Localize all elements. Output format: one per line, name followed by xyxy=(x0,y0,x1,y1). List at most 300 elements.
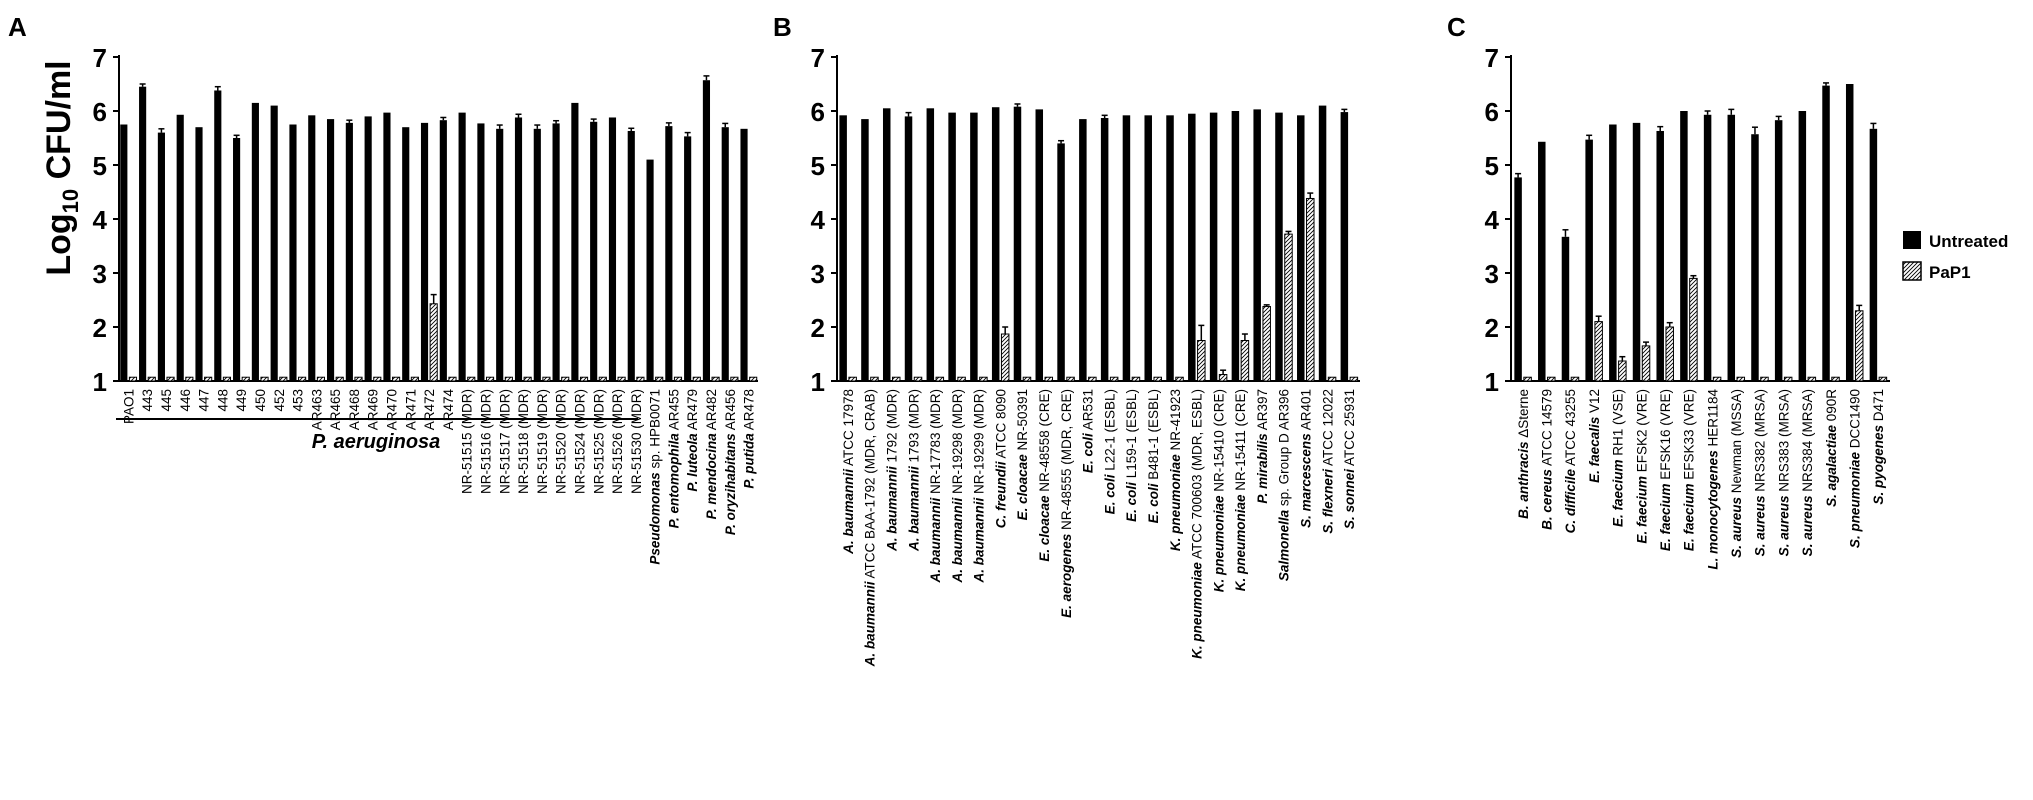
bar-pap1 xyxy=(1001,334,1009,381)
bar-untreated xyxy=(177,115,184,381)
y-tick-label: 4 xyxy=(810,205,825,235)
x-tick-label xyxy=(1753,389,1768,556)
x-tick-label-strain: AR478 xyxy=(741,389,757,434)
x-tick-label-species: S. agalactiae xyxy=(1823,425,1839,507)
x-tick-label-strain: NRS382 (MRSA) xyxy=(1752,389,1768,496)
x-tick-label-strain: AR482 xyxy=(704,389,720,434)
bar-pap1 xyxy=(1761,377,1769,381)
x-tick-label-species: B. cereus xyxy=(1539,469,1555,530)
x-tick-label xyxy=(1516,389,1531,519)
bar-pap1 xyxy=(449,377,456,381)
x-tick-label-species: E. faecium xyxy=(1610,459,1626,528)
x-tick-label xyxy=(460,389,475,494)
x-tick-label-species: P. luteola xyxy=(685,433,701,492)
x-tick-label xyxy=(1611,389,1626,527)
x-tick-label xyxy=(610,389,625,494)
bar-pap1 xyxy=(693,377,700,381)
bar-pap1 xyxy=(280,377,287,381)
bar-untreated xyxy=(1297,115,1305,381)
x-tick-label-species: E. coli xyxy=(1124,482,1140,522)
bar-pap1 xyxy=(1808,377,1816,381)
bar-untreated xyxy=(1101,118,1109,381)
x-tick-label xyxy=(1847,389,1862,548)
x-tick-label xyxy=(1871,389,1886,505)
x-tick-label xyxy=(1729,389,1744,558)
bar-untreated xyxy=(1656,131,1664,381)
bar-untreated xyxy=(421,123,428,381)
bar-untreated xyxy=(1514,177,1522,381)
x-tick-label-strain: NR-51525 (MDR) xyxy=(591,389,607,495)
bar-pap1 xyxy=(1328,377,1336,381)
bar-untreated xyxy=(252,103,259,381)
x-tick-label-species: C. freundii xyxy=(993,461,1009,529)
x-tick-label-strain: sp. Group D AR396 xyxy=(1276,389,1292,510)
panel-c-chart xyxy=(1485,43,1890,570)
x-tick-label xyxy=(1776,389,1791,556)
bar-pap1 xyxy=(1263,306,1271,381)
x-tick-label xyxy=(140,389,155,412)
x-tick-label-strain: NR-51515 (MDR) xyxy=(459,389,475,495)
x-tick-label-strain: 450 xyxy=(252,389,268,412)
bar-untreated xyxy=(477,123,484,381)
x-tick-label xyxy=(1059,389,1074,618)
bar-pap1 xyxy=(1666,327,1674,381)
x-tick-label xyxy=(441,389,456,431)
x-tick-label xyxy=(648,389,663,565)
x-tick-label xyxy=(1081,389,1096,473)
x-tick-label-species: S. marcescens xyxy=(1298,433,1314,528)
bar-untreated xyxy=(289,125,296,382)
bar-untreated xyxy=(1870,129,1878,381)
bar-untreated xyxy=(515,117,522,381)
x-tick-label xyxy=(1824,389,1839,507)
x-tick-label-strain: L22-1 (ESBL) xyxy=(1102,389,1118,475)
x-tick-label xyxy=(1190,389,1205,659)
y-tick-label: 6 xyxy=(92,97,107,127)
bar-pap1 xyxy=(849,377,857,381)
bar-pap1 xyxy=(914,377,922,381)
x-tick-label-strain: 446 xyxy=(177,389,193,412)
x-tick-label xyxy=(1299,389,1314,528)
x-tick-label-species: S. aureus xyxy=(1752,495,1768,557)
panel-a-letter: A xyxy=(8,12,27,42)
x-tick-label-strain: AR470 xyxy=(384,389,400,431)
bar-untreated xyxy=(440,120,447,381)
x-tick-label-species: P. entomophila xyxy=(666,433,682,529)
legend-swatch-untreated xyxy=(1903,231,1921,249)
legend-label-untreated: Untreated xyxy=(1929,232,2009,251)
bar-untreated xyxy=(1822,86,1830,381)
legend xyxy=(1903,231,2008,282)
x-tick-label-species: E. coli xyxy=(1145,483,1161,524)
bar-untreated xyxy=(1562,237,1570,381)
x-tick-label-strain: AR531 xyxy=(1080,389,1096,434)
bar-pap1 xyxy=(1879,377,1887,381)
bar-untreated xyxy=(383,113,390,381)
bar-untreated xyxy=(1144,115,1152,381)
bar-pap1 xyxy=(1241,341,1249,382)
bar-untreated xyxy=(1036,109,1044,381)
x-tick-label xyxy=(928,389,943,584)
bar-pap1 xyxy=(148,377,155,381)
bar-pap1 xyxy=(1784,377,1792,381)
bar-pap1 xyxy=(1089,377,1097,381)
x-tick-label-species: Pseudomonas xyxy=(647,472,663,565)
x-tick-label-strain: 453 xyxy=(290,389,306,412)
bar-untreated xyxy=(1846,84,1854,381)
x-tick-label xyxy=(554,389,569,494)
x-tick-label-strain: NR-51526 (MDR) xyxy=(610,389,626,495)
bar-untreated xyxy=(233,138,240,381)
panel-c-letter: C xyxy=(1447,12,1466,42)
bar-pap1 xyxy=(980,377,988,381)
bar-pap1 xyxy=(505,377,512,381)
x-tick-label-strain: ATCC BAA-1792 (MDR, CRAB) xyxy=(862,389,878,582)
bar-pap1 xyxy=(299,377,306,381)
x-tick-label xyxy=(197,389,212,412)
bar-pap1 xyxy=(1285,234,1293,381)
x-tick-label xyxy=(950,389,965,584)
y-tick-label: 5 xyxy=(810,151,825,181)
x-tick-label-strain: HER1184 xyxy=(1705,389,1721,451)
legend-swatch-pap1 xyxy=(1903,262,1921,280)
bar-pap1 xyxy=(1737,377,1745,381)
bar-pap1 xyxy=(1548,377,1556,381)
x-tick-label-strain: B481-1 (ESBL) xyxy=(1145,389,1161,484)
x-tick-label-strain: AR469 xyxy=(365,389,381,431)
bar-pap1 xyxy=(374,377,381,381)
x-tick-label-strain: 452 xyxy=(271,389,287,412)
x-tick-label-strain: 448 xyxy=(215,389,231,412)
x-tick-label-species: S. aureus xyxy=(1800,495,1816,557)
x-tick-label-strain: ATCC 12022 xyxy=(1320,389,1336,470)
bar-untreated xyxy=(609,117,616,381)
x-tick-label xyxy=(1124,389,1139,522)
x-tick-label xyxy=(1563,389,1578,533)
bar-untreated xyxy=(740,129,747,381)
bar-pap1 xyxy=(1832,377,1840,381)
x-tick-label-strain: sp. HPB0071 xyxy=(647,389,663,473)
x-tick-label-strain: AR401 xyxy=(1298,389,1314,434)
x-tick-label-strain: AR465 xyxy=(328,389,344,431)
bar-untreated xyxy=(1123,115,1131,381)
x-tick-label xyxy=(1211,389,1226,592)
bar-untreated xyxy=(684,136,691,381)
x-tick-label-strain: EFSK33 (VRE) xyxy=(1681,389,1697,484)
x-tick-label-species: A. baumannii xyxy=(862,581,878,667)
bar-untreated xyxy=(948,113,956,381)
bar-untreated xyxy=(1253,109,1261,381)
x-tick-label-species: A. baumannii xyxy=(884,466,900,552)
y-tick-label: 6 xyxy=(1484,97,1499,127)
bar-pap1 xyxy=(1595,322,1603,381)
x-tick-label-strain: NR-17783 (MDR) xyxy=(928,389,944,498)
bar-untreated xyxy=(534,129,541,381)
bar-untreated xyxy=(1079,119,1087,381)
x-tick-label-species: K. pneumoniae xyxy=(1189,562,1205,659)
x-tick-label-species: E. faecium xyxy=(1634,476,1650,544)
x-tick-label xyxy=(742,389,757,489)
x-tick-label xyxy=(178,389,193,412)
x-tick-label xyxy=(1540,389,1555,530)
bar-untreated xyxy=(628,131,635,381)
x-tick-label-strain: 090R xyxy=(1823,389,1839,426)
panel-a-chart xyxy=(93,43,758,565)
x-tick-label-strain: ATCC 700603 (MDR, ESBL) xyxy=(1189,389,1205,563)
y-tick-label: 4 xyxy=(1484,205,1499,235)
bar-untreated xyxy=(1633,123,1641,381)
bar-untreated xyxy=(139,87,146,381)
x-tick-label xyxy=(422,389,437,430)
y-tick-label: 6 xyxy=(810,97,825,127)
bar-untreated xyxy=(1728,115,1736,381)
x-tick-label-species: P. oryzihabitans xyxy=(722,433,738,536)
x-tick-label-strain: NR-51520 (MDR) xyxy=(553,389,569,495)
bar-untreated xyxy=(402,127,409,381)
x-tick-label-species: S. aureus xyxy=(1729,497,1745,558)
x-tick-label-strain: ATCC 17978 xyxy=(840,389,856,470)
x-tick-label-species: C. difficile xyxy=(1563,469,1579,534)
bar-pap1 xyxy=(1154,377,1162,381)
bar-pap1 xyxy=(892,377,900,381)
bar-pap1 xyxy=(336,377,343,381)
bar-untreated xyxy=(120,125,127,382)
x-tick-label-strain: ATCC 25931 xyxy=(1342,389,1358,470)
y-tick-label: 3 xyxy=(92,259,107,289)
bar-pap1 xyxy=(1713,377,1721,381)
bar-pap1 xyxy=(1176,377,1184,381)
x-tick-label xyxy=(215,389,230,412)
bar-untreated xyxy=(590,122,597,381)
x-tick-label-strain: ATCC 43255 xyxy=(1563,389,1579,470)
x-tick-label-strain: AR471 xyxy=(403,389,419,431)
bar-pap1 xyxy=(1132,377,1140,381)
x-tick-label-species: A. baumannii xyxy=(949,497,965,583)
bar-pap1 xyxy=(186,377,193,381)
x-tick-label-species: B. anthracis xyxy=(1515,441,1531,519)
bar-untreated xyxy=(496,129,503,381)
x-tick-label xyxy=(1320,389,1335,534)
x-tick-label-strain: RH1 (VSE) xyxy=(1610,389,1626,460)
x-tick-label-strain: NRS383 (MRSA) xyxy=(1776,389,1792,496)
x-tick-label-species: P. mendocina xyxy=(704,433,720,520)
y-tick-label: 4 xyxy=(92,205,107,235)
y-tick-label: 3 xyxy=(1484,259,1499,289)
x-tick-label-species: S. pyogenes xyxy=(1871,425,1887,505)
bar-untreated xyxy=(1775,120,1783,381)
x-tick-label-strain: 1793 (MDR) xyxy=(906,389,922,467)
x-tick-label-strain: NR-51517 (MDR) xyxy=(497,389,513,495)
x-tick-label-species: E. faecium xyxy=(1657,483,1673,552)
bar-pap1 xyxy=(1045,377,1053,381)
x-tick-label-strain: NR-48558 (CRE) xyxy=(1037,389,1053,496)
x-tick-label xyxy=(516,389,531,494)
bar-untreated xyxy=(1538,142,1546,381)
x-tick-label xyxy=(535,389,550,494)
bar-untreated xyxy=(365,116,372,381)
y-tick-label: 5 xyxy=(1484,151,1499,181)
x-tick-label xyxy=(591,389,606,494)
x-tick-label xyxy=(1682,389,1697,551)
x-tick-label xyxy=(704,389,719,519)
x-tick-label-species: E. cloacae xyxy=(1037,495,1053,562)
x-tick-label xyxy=(1255,389,1270,504)
bar-untreated xyxy=(970,113,978,381)
x-tick-label xyxy=(1277,389,1292,581)
bar-pap1 xyxy=(712,377,719,381)
x-tick-label-species: E. faecium xyxy=(1681,483,1697,552)
x-tick-label-strain: NR-51530 (MDR) xyxy=(628,389,644,495)
bar-untreated xyxy=(459,113,466,381)
x-tick-label-strain: AR474 xyxy=(440,389,456,431)
x-tick-label xyxy=(291,389,306,412)
bar-pap1 xyxy=(1524,377,1532,381)
x-tick-label-species: K. pneumoniae xyxy=(1167,454,1183,552)
x-tick-label xyxy=(1800,389,1815,556)
x-tick-label xyxy=(347,389,362,430)
bar-untreated xyxy=(1057,143,1065,381)
bar-pap1 xyxy=(261,377,268,381)
x-tick-label-species: S. sonnei xyxy=(1342,469,1358,530)
x-tick-label xyxy=(863,389,878,667)
bar-untreated xyxy=(1585,140,1593,381)
bar-untreated xyxy=(1751,134,1759,381)
bar-pap1 xyxy=(1350,377,1358,381)
y-tick-label: 1 xyxy=(810,367,825,397)
bar-untreated xyxy=(1166,115,1174,381)
bar-untreated xyxy=(1799,111,1807,381)
group-bracket-label: P. aeruginosa xyxy=(311,431,441,453)
x-tick-label xyxy=(685,389,700,492)
bar-pap1 xyxy=(129,377,136,381)
x-tick-label-strain: AR479 xyxy=(685,389,701,434)
x-tick-label-strain: EFSK16 (VRE) xyxy=(1657,389,1673,484)
x-tick-label-strain: V12 xyxy=(1586,389,1602,417)
bar-pap1 xyxy=(411,377,418,381)
x-tick-label xyxy=(972,389,987,584)
x-tick-label-species: A. baumannii xyxy=(906,466,922,552)
bar-pap1 xyxy=(1067,377,1075,381)
x-tick-label-species: S. flexneri xyxy=(1320,469,1336,534)
bar-untreated xyxy=(271,106,278,381)
x-tick-label-strain: 1792 (MDR) xyxy=(884,389,900,467)
x-tick-label-species: E. coli xyxy=(1080,433,1096,474)
x-tick-label-strain: NR-50391 xyxy=(1015,389,1031,455)
bar-untreated xyxy=(1341,112,1349,381)
bar-untreated xyxy=(327,119,334,381)
bar-untreated xyxy=(883,108,891,381)
bar-pap1 xyxy=(731,377,738,381)
bar-pap1 xyxy=(599,377,606,381)
bar-pap1 xyxy=(637,377,644,381)
x-tick-label xyxy=(366,389,381,430)
x-tick-label-strain: 449 xyxy=(234,389,250,412)
x-tick-label-strain: AR472 xyxy=(422,389,438,431)
panel-b-letter: B xyxy=(773,12,792,42)
x-tick-label-species: K. pneumoniae xyxy=(1211,495,1227,593)
y-tick-label: 2 xyxy=(810,313,825,343)
x-tick-label-strain: ATCC 8090 xyxy=(993,389,1009,462)
x-tick-label xyxy=(309,389,324,430)
x-tick-label xyxy=(1102,389,1117,514)
bar-pap1 xyxy=(1619,361,1627,381)
bar-untreated xyxy=(1275,113,1283,381)
bar-pap1 xyxy=(936,377,944,381)
x-tick-label xyxy=(629,389,644,494)
x-tick-label xyxy=(234,389,249,412)
x-tick-label-strain: 445 xyxy=(158,389,174,412)
bar-pap1 xyxy=(430,304,437,381)
x-tick-label xyxy=(478,389,493,494)
legend-label-pap1: PaP1 xyxy=(1929,263,1971,282)
x-tick-label xyxy=(272,389,287,412)
x-tick-label xyxy=(906,389,921,552)
y-axis-title: Log$_{10}$ CFU/ml xyxy=(40,60,83,276)
bar-untreated xyxy=(1704,115,1712,381)
x-tick-label xyxy=(1015,389,1030,520)
x-tick-label-species: S. pneumoniae xyxy=(1847,452,1863,549)
bar-untreated xyxy=(722,127,729,381)
x-tick-label-strain: L159-1 (ESBL) xyxy=(1124,389,1140,483)
x-tick-label-strain: NR-15410 (CRE) xyxy=(1211,389,1227,496)
bar-pap1 xyxy=(167,377,174,381)
bar-pap1 xyxy=(355,377,362,381)
x-tick-label-strain: D471 xyxy=(1871,389,1887,426)
x-tick-label xyxy=(1146,389,1161,523)
bar-pap1 xyxy=(674,377,681,381)
x-tick-label-strain: NR-19298 (MDR) xyxy=(949,389,965,498)
x-tick-label-species: S. aureus xyxy=(1776,495,1792,557)
y-tick-label: 7 xyxy=(92,43,107,73)
x-tick-label-strain: NR-51516 (MDR) xyxy=(478,389,494,495)
x-tick-label xyxy=(1705,389,1720,570)
x-tick-label-species: A. baumannii xyxy=(971,497,987,583)
bar-untreated xyxy=(839,115,847,381)
x-tick-label-species: E. aerogenes xyxy=(1058,533,1074,618)
x-tick-label-species: E. cloacae xyxy=(1015,454,1031,521)
x-tick-label-species: Salmonella xyxy=(1276,509,1292,582)
x-tick-label-species: A. baumannii xyxy=(928,497,944,583)
bar-pap1 xyxy=(656,377,663,381)
bar-untreated xyxy=(1188,114,1196,381)
bar-pap1 xyxy=(1690,278,1698,381)
x-tick-label-strain: Newman (MSSA) xyxy=(1729,389,1745,498)
x-tick-label-species: P. putida xyxy=(741,433,757,489)
bar-pap1 xyxy=(958,377,966,381)
x-tick-label-strain: AR455 xyxy=(666,389,682,434)
bar-untreated xyxy=(1232,111,1240,381)
x-tick-label xyxy=(159,389,174,412)
y-tick-label: 1 xyxy=(1484,367,1499,397)
bar-pap1 xyxy=(618,377,625,381)
bar-pap1 xyxy=(871,377,879,381)
x-tick-label xyxy=(328,389,343,430)
x-tick-label-species: P. mirabilis xyxy=(1254,433,1270,504)
panel-b-chart xyxy=(811,43,1360,667)
x-tick-label-strain: NR-15411 (CRE) xyxy=(1233,389,1249,495)
bar-pap1 xyxy=(1023,377,1031,381)
y-tick-label: 7 xyxy=(1484,43,1499,73)
bar-pap1 xyxy=(242,377,249,381)
bar-untreated xyxy=(346,123,353,381)
x-tick-label-species: E. coli xyxy=(1102,474,1118,515)
bar-pap1 xyxy=(543,377,550,381)
x-tick-label xyxy=(572,389,587,494)
x-tick-label-strain: NR-51524 (MDR) xyxy=(572,389,588,495)
x-tick-label-strain: 447 xyxy=(196,389,212,412)
bar-untreated xyxy=(1609,125,1617,382)
x-tick-label xyxy=(253,389,268,412)
